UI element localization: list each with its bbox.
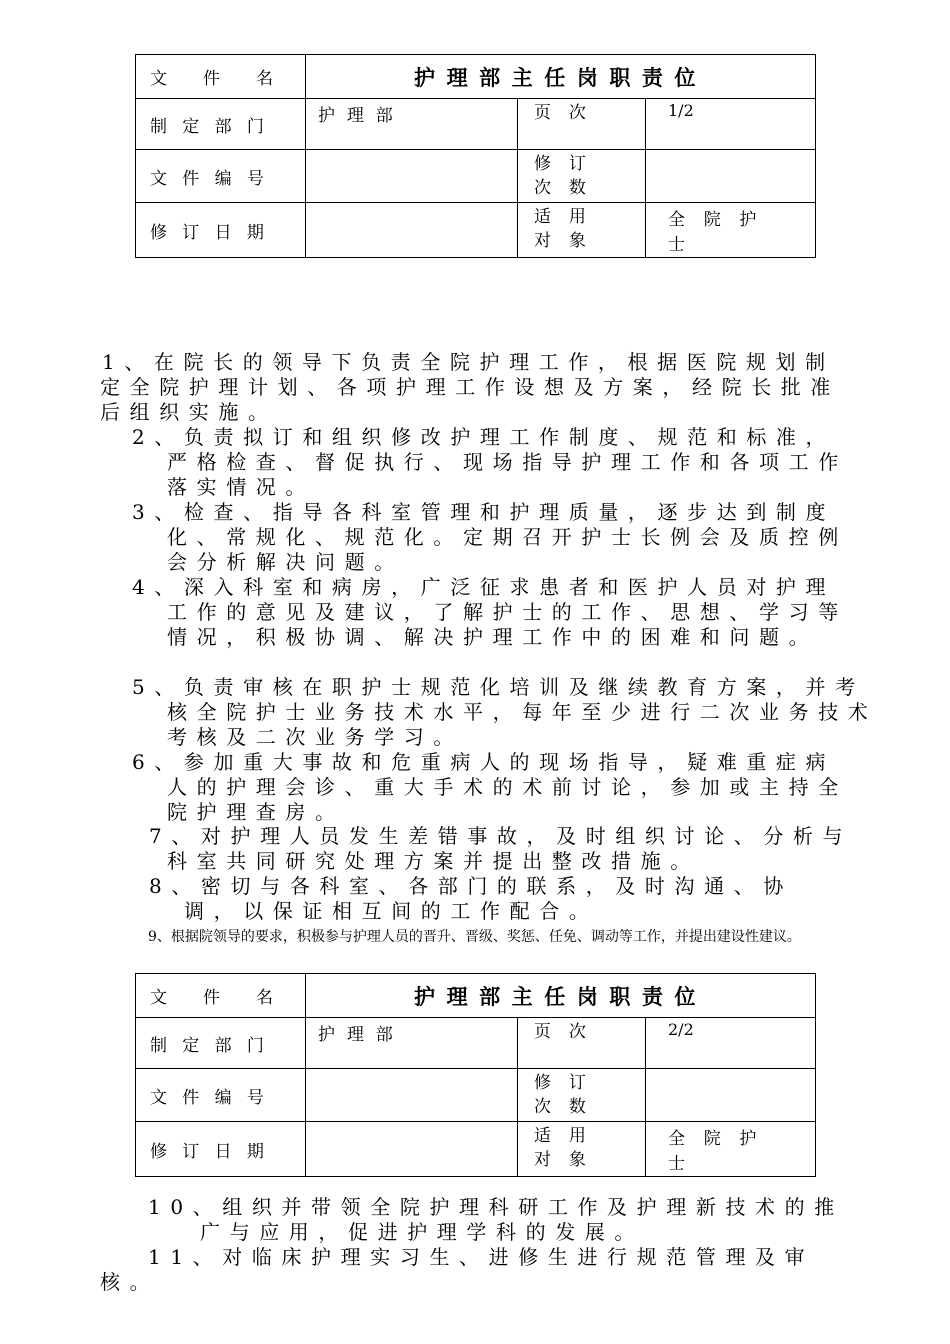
file-name-label: 文 件 名 [136, 55, 306, 99]
header-table-page-1 [135, 54, 816, 258]
revision-count-label: 修订次数 [518, 150, 646, 203]
audience-value: 全院护士 [646, 203, 816, 258]
dept-value: 护理部 [306, 1018, 518, 1069]
audience-label: 适用对象 [518, 203, 646, 258]
duty-item-10: 10、组织并带领全院护理科研工作及护理新技术的推广与应用，促进护理学科的发展。 [148, 1195, 844, 1244]
file-name-label: 文 件 名 [136, 974, 306, 1018]
duty-item-5: 5、负责审核在职护士规范化培训及继续教育方案，并考核全院护士业务技术水平，每年至少进行二次业务技术考核及二次业务学习。 [132, 675, 878, 749]
page-number: 2/2 [646, 1018, 816, 1069]
duty-item-4: 4、深入科室和病房，广泛征求患者和医护人员对护理工作的意见及建议，了解护士的工作、思想、学习等情况，积极协调、解决护理工作中的困难和问题。 [132, 575, 848, 649]
revision-date-value [306, 1122, 518, 1177]
revision-date-label: 修订日期 [136, 1122, 306, 1177]
doc-no-value [306, 1069, 518, 1122]
duty-item-3: 3、检查、指导各科室管理和护理质量，逐步达到制度化、常规化、规范化。定期召开护士长例会及质控例会分析解决问题。 [132, 500, 848, 574]
header-table-page-2 [135, 973, 816, 1177]
document-title: 护理部主任岗职责位 [306, 55, 816, 99]
revision-count-value [646, 150, 816, 203]
page-label: 页次 [518, 1018, 646, 1069]
page-number: 1/2 [646, 99, 816, 150]
audience-value: 全院护士 [646, 1122, 816, 1177]
duty-item-9: 9、根据院领导的要求，积极参与护理人员的晋升、晋级、奖惩、任免、调动等工作，并提出建设性建议。 [148, 929, 801, 945]
dept-value: 护理部 [306, 99, 518, 150]
revision-count-value [646, 1069, 816, 1122]
duty-item-8: 8、密切与各科室、各部门的联系，及时沟通、协调，以保证相互间的工作配合。 [149, 874, 793, 923]
doc-no-label: 文件编号 [136, 150, 306, 203]
revision-date-label: 修订日期 [136, 203, 306, 258]
doc-no-value [306, 150, 518, 203]
duty-item-7: 7、对护理人员发生差错事故，及时组织讨论、分析与科室共同研究处理方案并提出整改措施。 [149, 824, 853, 873]
document-title: 护理部主任岗职责位 [306, 974, 816, 1018]
duty-item-6: 6、参加重大事故和危重病人的现场指导，疑难重症病人的护理会诊、重大手术的术前讨论，参加或主持全院护理查房。 [132, 750, 848, 824]
duty-item-2: 2、负责拟订和组织修改护理工作制度、规范和标准，严格检查、督促执行、现场指导护理工作和各项工作落实情况。 [132, 425, 848, 499]
doc-no-label: 文件编号 [136, 1069, 306, 1122]
dept-label: 制定部门 [136, 1018, 306, 1069]
revision-date-value [306, 203, 518, 258]
revision-count-label: 修订次数 [518, 1069, 646, 1122]
dept-label: 制定部门 [136, 99, 306, 150]
audience-label: 适用对象 [518, 1122, 646, 1177]
duty-item-1: 1、在院长的领导下负责全院护理工作，根据医院规划制定全院护理计划、各项护理工作设想及方案，经院长批准后组织实施。 [100, 350, 840, 424]
duty-item-11: 11、对临床护理实习生、进修生进行规范管理及审核。 [100, 1245, 815, 1294]
page-label: 页次 [518, 99, 646, 150]
